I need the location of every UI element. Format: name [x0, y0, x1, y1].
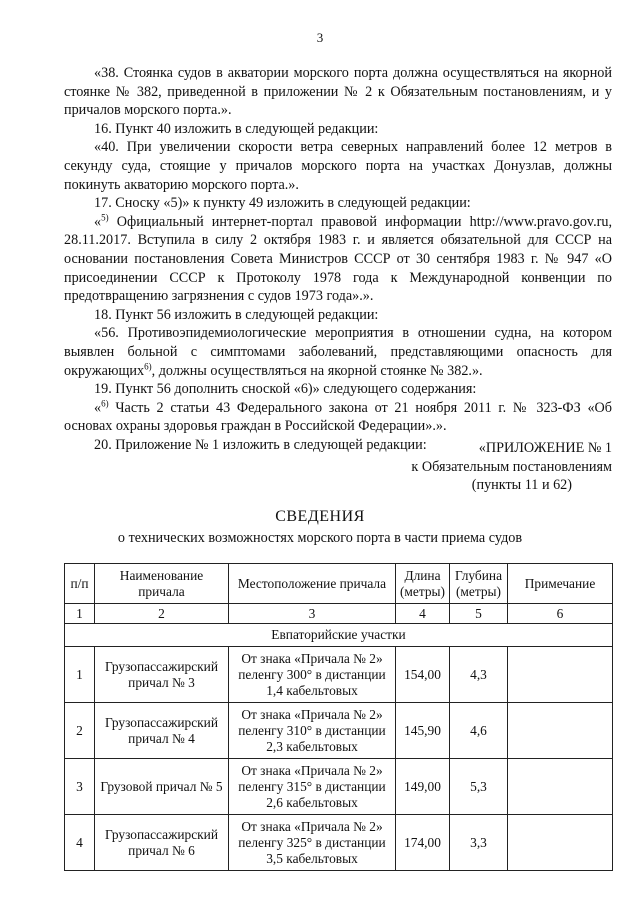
table-row — [65, 647, 613, 703]
row-depth: 4,6 — [450, 703, 508, 759]
header-num: п/п — [65, 564, 95, 604]
row-note — [508, 703, 613, 759]
row-name: Грузопассажирский причал № 3 — [95, 647, 229, 703]
paragraph-56-text: «56. Противоэпидемиологические мероприятия в отношении судна, на котором выявлен больной с симптомами заболеваний, представляющими опасность для окружающих — [64, 325, 612, 379]
footnote-5-paragraph — [64, 213, 612, 306]
col-number: 2 — [95, 604, 229, 624]
row-num: 3 — [65, 759, 95, 815]
appendix-title: «ПРИЛОЖЕНИЕ № 1 — [478, 440, 612, 456]
row-depth: 3,3 — [450, 815, 508, 871]
row-num: 1 — [65, 647, 95, 703]
row-depth: 5,3 — [450, 759, 508, 815]
col-number: 6 — [508, 604, 613, 624]
paragraph-item-19: 19. Пункт 56 дополнить сноской «6)» следующего содержания: — [94, 381, 477, 398]
paragraph-item-20: 20. Приложение № 1 изложить в следующей редакции: — [94, 436, 427, 453]
paragraph-40: «40. При увеличении скорости ветра северных направлений более 12 метров в секунду суда, стоящие у причалов морского порта на участках Донузлав, должны покинуть акваторию морского порта.». — [64, 139, 612, 193]
section-row — [65, 624, 613, 647]
document-body — [64, 64, 612, 454]
page-number: 3 — [316, 30, 324, 45]
row-location: От знака «Причала № 2» пеленгу 315° в дистанции 2,6 кабельтовых — [229, 759, 396, 815]
paragraph-item-16: 16. Пункт 40 изложить в следующей редакции: — [94, 120, 379, 137]
header-name: Наименование причала — [95, 564, 229, 604]
col-number: 3 — [229, 604, 396, 624]
col-number: 1 — [65, 604, 95, 624]
quote-open: « — [94, 213, 102, 230]
table-header-row — [65, 564, 613, 604]
header-note: Примечание — [508, 564, 613, 604]
section-title: СВЕДЕНИЯ — [275, 508, 365, 525]
appendix-header — [390, 439, 612, 495]
row-location: От знака «Причала № 2» пеленгу 325° в дистанции 3,5 кабельтовых — [229, 815, 396, 871]
appendix-points: (пункты 11 и 62) — [471, 477, 572, 494]
section-label: Евпаторийские участки — [65, 624, 613, 647]
footnote-6-marker: 6) — [101, 397, 109, 408]
table-row — [65, 815, 613, 871]
header-location: Местоположение причала — [229, 564, 396, 604]
row-name: Грузовой причал № 5 — [95, 759, 229, 815]
row-length: 154,00 — [396, 647, 450, 703]
paragraph-38: «38. Стоянка судов в акватории морского порта должна осуществляться на якорной стоянке № 382, приведенной в приложении № 2 к Обязательным постановлениям, и у причалов морского порта.». — [64, 65, 612, 119]
paragraph-56 — [64, 324, 612, 380]
row-note — [508, 647, 613, 703]
footnote-6-text: Часть 2 статьи 43 Федерального закона от 21 ноября 2011 г. № 323-ФЗ «Об основах охраны здоровья граждан в Российской Федерации».». — [64, 399, 612, 435]
paragraph-56-text-end: , должны осуществляться на якорной стоянке № 382.». — [151, 362, 483, 379]
row-length: 174,00 — [396, 815, 450, 871]
row-note — [508, 815, 613, 871]
table-row — [65, 703, 613, 759]
row-length: 145,90 — [396, 703, 450, 759]
row-depth: 4,3 — [450, 647, 508, 703]
footnote-5-text: Официальный интернет-портал правовой информации http://www.pravo.gov.ru, 28.11.2017. Вступила в силу 2 октября 1983 г. и является обязательной для СССР на основании постановления Совета Министров СССР от 30 сентября 1983 г. № 947 «О присоединении СССР к Протоколу 1978 года к Международной конвенции по предотвращению загрязнения с судов 1973 года».». — [64, 213, 612, 305]
quote-open: « — [94, 399, 102, 416]
paragraph-item-18: 18. Пункт 56 изложить в следующей редакции: — [94, 306, 379, 323]
footnote-5-marker: 5) — [101, 212, 109, 223]
header-depth: Глубина (метры) — [450, 564, 508, 604]
row-name: Грузопассажирский причал № 4 — [95, 703, 229, 759]
berths-table — [64, 563, 613, 871]
header-length: Длина (метры) — [396, 564, 450, 604]
row-note — [508, 759, 613, 815]
col-number: 4 — [396, 604, 450, 624]
table-row — [65, 759, 613, 815]
footnote-6-paragraph — [64, 399, 612, 436]
row-length: 149,00 — [396, 759, 450, 815]
footnote-6-ref: 6) — [144, 360, 152, 371]
col-number: 5 — [450, 604, 508, 624]
appendix-ref: к Обязательным постановлениям — [411, 458, 612, 475]
section-subtitle: о технических возможностях морского порта в части приема судов — [117, 530, 523, 546]
row-name: Грузопассажирский причал № 6 — [95, 815, 229, 871]
column-number-row — [65, 604, 613, 624]
row-num: 4 — [65, 815, 95, 871]
paragraph-item-17: 17. Сноску «5)» к пункту 49 изложить в следующей редакции: — [94, 195, 471, 212]
row-num: 2 — [65, 703, 95, 759]
row-location: От знака «Причала № 2» пеленгу 300° в дистанции 1,4 кабельтовых — [229, 647, 396, 703]
row-location: От знака «Причала № 2» пеленгу 310° в дистанции 2,3 кабельтовых — [229, 703, 396, 759]
